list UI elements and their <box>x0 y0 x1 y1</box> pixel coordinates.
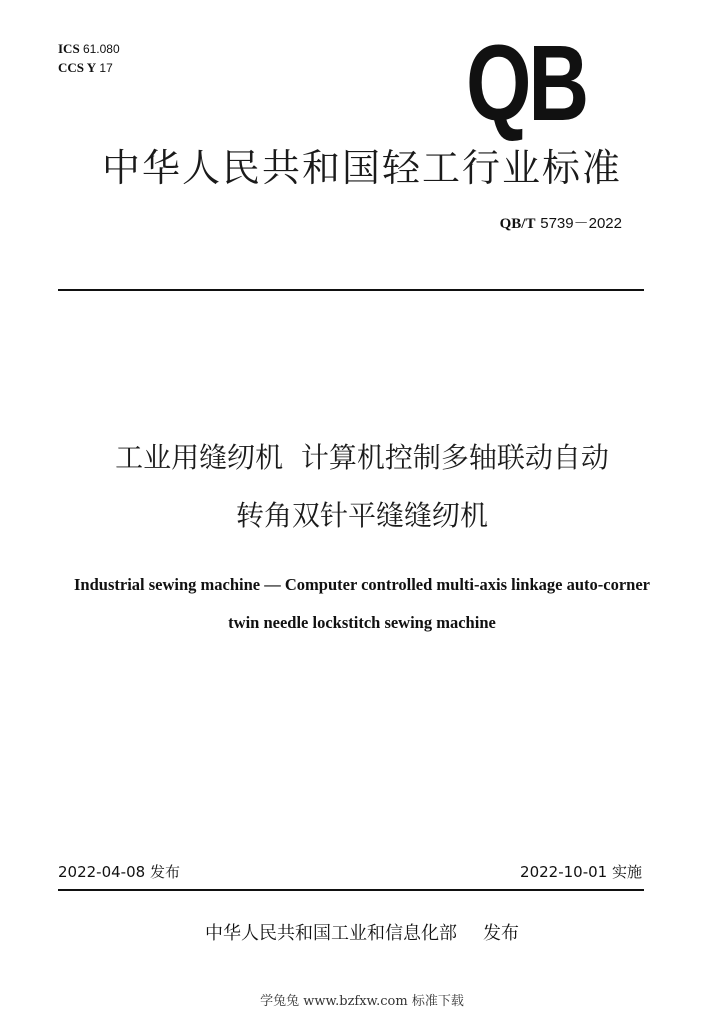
ics-code <box>58 41 120 57</box>
ccs-code <box>58 60 113 76</box>
publisher-action: 发布 <box>483 923 519 944</box>
chinese-title-line-1: 工业用缝纫机 计算机控制多轴联动自动 <box>115 441 609 474</box>
qb-logo: QB <box>466 22 587 143</box>
top-divider <box>58 289 644 291</box>
issue-date: 2022-04-08 发布 <box>58 863 180 881</box>
english-title-line-1: Industrial sewing machine — Computer controlled multi-axis linkage auto-corner <box>74 575 650 594</box>
english-title-line-2: twin needle lockstitch sewing machine <box>228 613 496 632</box>
standard-number-value: 5739－2022 <box>540 215 622 232</box>
chinese-title-line-2: 转角双针平缝缝纫机 <box>235 499 488 532</box>
standard-number-prefix: QB/T <box>499 216 536 232</box>
bottom-divider <box>58 889 644 891</box>
ccs-label: CCS Y <box>58 60 97 75</box>
ics-value: 61.080 <box>82 42 120 56</box>
implementation-date: 2022-10-01 实施 <box>520 863 642 881</box>
watermark-text: 学兔兔 www.bzfxw.com 标准下载 <box>260 994 464 1009</box>
standard-number <box>500 214 622 233</box>
publisher-name: 中华人民共和国工业和信息化部 <box>205 923 457 944</box>
ccs-value: 17 <box>99 61 113 75</box>
standard-category-title: 中华人民共和国轻工行业标准 <box>101 146 622 190</box>
ics-label: ICS <box>58 41 80 56</box>
publisher-line <box>0 922 724 946</box>
